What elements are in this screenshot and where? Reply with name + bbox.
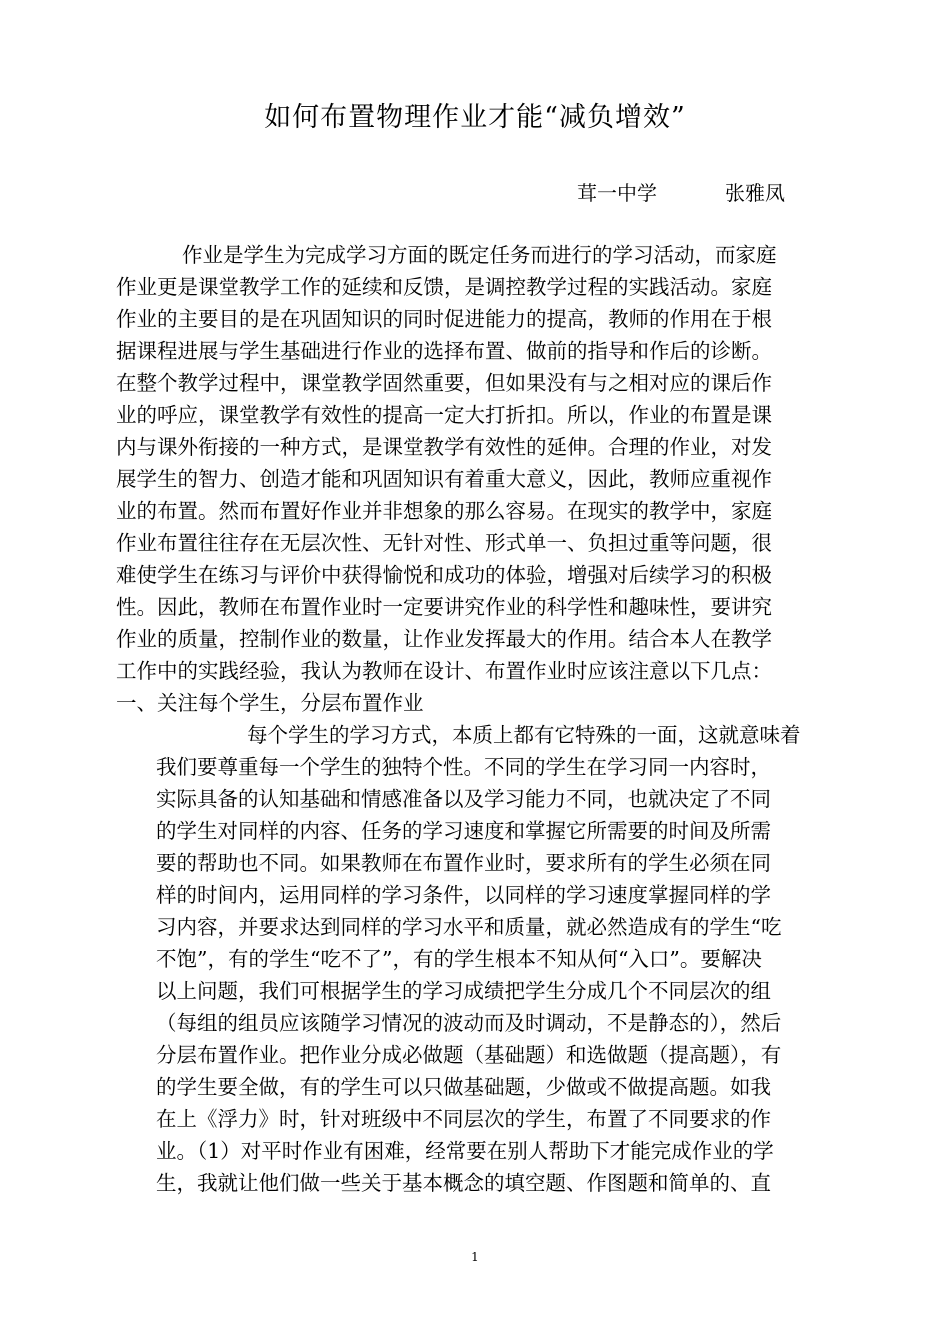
paragraph-line: 作业的主要目的是在巩固知识的同时促进能力的提高，教师的作用在于根 bbox=[116, 307, 772, 331]
paragraph-line: 展学生的智力、创造才能和巩固知识有着重大意义，因此，教师应重视作 bbox=[116, 467, 772, 491]
paragraph-line: 工作中的实践经验，我认为教师在设计、布置作业时应该注意以下几点： bbox=[116, 659, 772, 683]
paragraph-line: 作业的质量，控制作业的数量，让作业发挥最大的作用。结合本人在教学 bbox=[116, 627, 772, 651]
paragraph-line: 在上《浮力》时，针对班级中不同层次的学生，布置了不同要求的作 bbox=[156, 1107, 771, 1131]
paragraph-line: 样的时间内，运用同样的学习条件，以同样的学习速度掌握同样的学 bbox=[156, 883, 771, 907]
paragraph-line: 生，我就让他们做一些关于基本概念的填空题、作图题和简单的、直 bbox=[156, 1171, 771, 1195]
author-name: 张雅凤 bbox=[725, 181, 785, 205]
paragraph-line: 业。（1）对平时作业有困难，经常要在别人帮助下才能完成作业的学 bbox=[156, 1139, 774, 1163]
paragraph-line: 的学生对同样的内容、任务的学习速度和掌握它所需要的时间及所需 bbox=[156, 819, 771, 843]
paragraph-line: （每组的组员应该随学习情况的波动而及时调动，不是静态的），然后 bbox=[156, 1011, 782, 1035]
paragraph-line: 难使学生在练习与评价中获得愉悦和成功的体验，增强对后续学习的积极 bbox=[116, 563, 772, 587]
paragraph-line: 我们要尊重每一个学生的独特个性。不同的学生在学习同一内容时， bbox=[156, 755, 771, 779]
paragraph-line: 要的帮助也不同。如果教师在布置作业时，要求所有的学生必须在同 bbox=[156, 851, 771, 875]
paragraph-line: 以上问题，我们可根据学生的学习成绩把学生分成几个不同层次的组 bbox=[156, 979, 771, 1003]
paragraph-line: 作业是学生为完成学习方面的既定任务而进行的学习活动，而家庭 bbox=[182, 243, 777, 267]
paragraph-line: 业的呼应，课堂教学有效性的提高一定大打折扣。所以，作业的布置是课 bbox=[116, 403, 772, 427]
paragraph-line: 性。因此，教师在布置作业时一定要讲究作业的科学性和趣味性，要讲究 bbox=[116, 595, 772, 619]
document-title: 如何布置物理作业才能“减负增效” bbox=[264, 102, 686, 133]
paragraph-line: 在整个教学过程中，课堂教学固然重要，但如果没有与之相对应的课后作 bbox=[116, 371, 772, 395]
paragraph-line: 的学生要全做，有的学生可以只做基础题，少做或不做提高题。如我 bbox=[156, 1075, 771, 1099]
section-heading: 一、关注每个学生，分层布置作业 bbox=[116, 691, 424, 715]
paragraph-line: 作业布置往往存在无层次性、无针对性、形式单一、负担过重等问题，很 bbox=[116, 531, 772, 555]
paragraph-line: 每个学生的学习方式，本质上都有它特殊的一面，这就意味着 bbox=[247, 723, 801, 747]
paragraph-line: 习内容，并要求达到同样的学习水平和质量，就必然造成有的学生“吃 bbox=[156, 915, 782, 939]
paragraph-line: 内与课外衔接的一种方式，是课堂教学有效性的延伸。合理的作业，对发 bbox=[116, 435, 772, 459]
paragraph-line: 实际具备的认知基础和情感准备以及学习能力不同，也就决定了不同 bbox=[156, 787, 771, 811]
page-number: 1 bbox=[471, 1250, 479, 1264]
paragraph-line: 不饱”，有的学生“吃不了”，有的学生根本不知从何“入口”。要解决 bbox=[156, 947, 762, 971]
author-line bbox=[577, 178, 785, 208]
school-name: 茸一中学 bbox=[577, 181, 657, 205]
paragraph-line: 业的布置。然而布置好作业并非想象的那么容易。在现实的教学中，家庭 bbox=[116, 499, 772, 523]
paragraph-line: 据课程进展与学生基础进行作业的选择布置、做前的指导和作后的诊断。 bbox=[116, 339, 772, 363]
paragraph-line: 作业更是课堂教学工作的延续和反馈，是调控教学过程的实践活动。家庭 bbox=[116, 275, 772, 299]
paragraph-line: 分层布置作业。把作业分成必做题（基础题）和选做题（提高题），有 bbox=[156, 1043, 782, 1067]
